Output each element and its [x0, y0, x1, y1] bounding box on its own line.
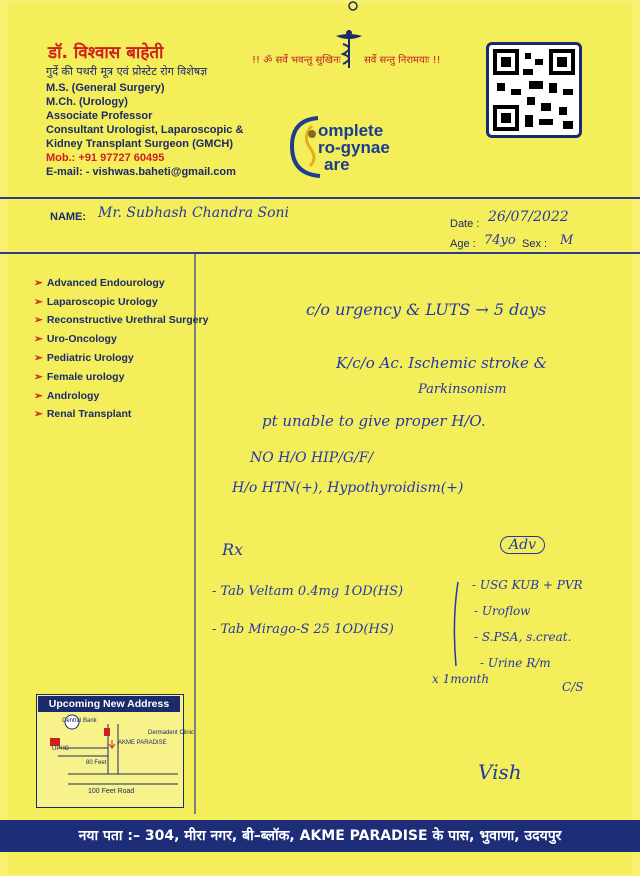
service-item: ➢ Advanced Endourology — [34, 277, 165, 289]
map-label-akme: AKME PARADISE — [118, 740, 167, 746]
patient-divider — [0, 252, 640, 254]
rx-symbol: Rx — [222, 540, 244, 559]
advice-item: - Uroflow — [474, 604, 531, 618]
doctor-signature: Vish — [478, 760, 522, 784]
history-line: NO H/O HIP/G/F/ — [250, 450, 374, 466]
arrow-icon: ➢ — [34, 390, 43, 402]
credential-line: Kidney Transplant Surgeon (GMCH) — [46, 138, 234, 150]
bracket-line — [448, 580, 462, 670]
map-label-80ft: 80 Feet — [86, 760, 107, 766]
footer-address: नया पता :– 304, मीरा नगर, बी–ब्लॉक, AKME PARADISE के पास, भुवाणा, उदयपुर — [0, 820, 640, 852]
medication: - Tab Mirago-S 25 1OD(HS) — [212, 622, 394, 637]
arrow-icon: ➢ — [34, 333, 43, 345]
logo-text — [318, 122, 390, 173]
patient-age: 74yo — [484, 233, 516, 248]
doctor-name: डॉ. विश्वास बाहेती — [48, 43, 164, 63]
patient-sex: M — [560, 233, 574, 248]
mobile-label: Mob.: — [46, 152, 76, 164]
advice-item: C/S — [562, 680, 584, 694]
service-item: ➢ Laparoscopic Urology — [34, 296, 158, 308]
shloka-left: !! ॐ सर्वे भवन्तु सुखिनः — [252, 55, 341, 66]
service-item: ➢ Reconstructive Urethral Surgery — [34, 314, 209, 326]
logo-line: are — [324, 155, 350, 174]
header-divider — [0, 197, 640, 199]
credential-line: M.S. (General Surgery) — [46, 82, 165, 94]
doctor-specialty: गुर्दे की पथरी मूत्र एवं प्रोस्टेट रोग विशेषज्ञ — [46, 65, 208, 78]
arrow-icon: ➢ — [34, 277, 43, 289]
map-label-uphc: UPHC — [52, 746, 70, 752]
map-label-central-bank: Central Bank — [62, 718, 97, 724]
service-item: ➢ Renal Transplant — [34, 408, 132, 420]
service-item: ➢ Uro-Oncology — [34, 333, 117, 345]
duration: x 1month — [432, 672, 490, 686]
advice-label: Adv — [500, 536, 545, 554]
arrow-icon: ➢ — [34, 408, 43, 420]
advice-item: - S.PSA, s.creat. — [474, 630, 572, 644]
history-line: H/o HTN(+), Hypothyroidism(+) — [232, 480, 464, 496]
logo-line: ro-gynae — [318, 138, 390, 157]
qr-code-icon — [489, 45, 579, 135]
advice-item: - Urine R/m — [480, 656, 551, 670]
map-label-100ft: 100 Feet Road — [88, 788, 135, 795]
sex-label: Sex : — [522, 238, 548, 250]
shloka-right: सर्वे सन्तु निरामयाः !! — [364, 55, 441, 66]
advice-item: - USG KUB + PVR — [472, 578, 583, 592]
patient-name: Mr. Subhash Chandra Soni — [98, 205, 290, 221]
arrow-icon: ➢ — [34, 352, 43, 364]
mobile-line — [46, 152, 164, 164]
map-label-dermadent: Dermadent Clinic — [148, 730, 195, 736]
credential-line: M.Ch. (Urology) — [46, 96, 128, 108]
age-label: Age : — [450, 238, 476, 250]
mobile-number: +91 97727 60495 — [78, 152, 165, 164]
history-note: pt unable to give proper H/O. — [262, 412, 486, 430]
email-line — [46, 166, 236, 178]
arrow-icon: ➢ — [34, 296, 43, 308]
arrow-icon: ➢ — [34, 371, 43, 383]
address-map-title: Upcoming New Address — [38, 696, 180, 712]
name-label: NAME: — [50, 211, 87, 223]
qr-code — [486, 42, 582, 138]
service-item: ➢ Pediatric Urology — [34, 352, 134, 364]
arrow-icon: ➢ — [34, 314, 43, 326]
chief-complaint: c/o urgency & LUTS → 5 days — [306, 300, 547, 319]
credential-line: Consultant Urologist, Laparoscopic & — [46, 124, 244, 136]
caduceus-icon — [334, 28, 364, 68]
email-address: - vishwas.baheti@gmail.com — [85, 166, 236, 178]
history-line: K/c/o Ac. Ischemic stroke & — [336, 354, 548, 372]
email-label: E-mail: — [46, 166, 83, 178]
visit-date: 26/07/2022 — [488, 209, 569, 225]
credential-line: Associate Professor — [46, 110, 153, 122]
service-item: ➢ Andrology — [34, 390, 100, 402]
history-line: Parkinsonism — [418, 382, 507, 397]
logo-line: omplete — [318, 121, 384, 140]
date-label: Date : — [450, 218, 480, 230]
service-item: ➢ Female urology — [34, 371, 125, 383]
omkar-icon — [346, 0, 360, 12]
medication: - Tab Veltam 0.4mg 1OD(HS) — [212, 584, 404, 599]
column-divider — [194, 254, 196, 814]
